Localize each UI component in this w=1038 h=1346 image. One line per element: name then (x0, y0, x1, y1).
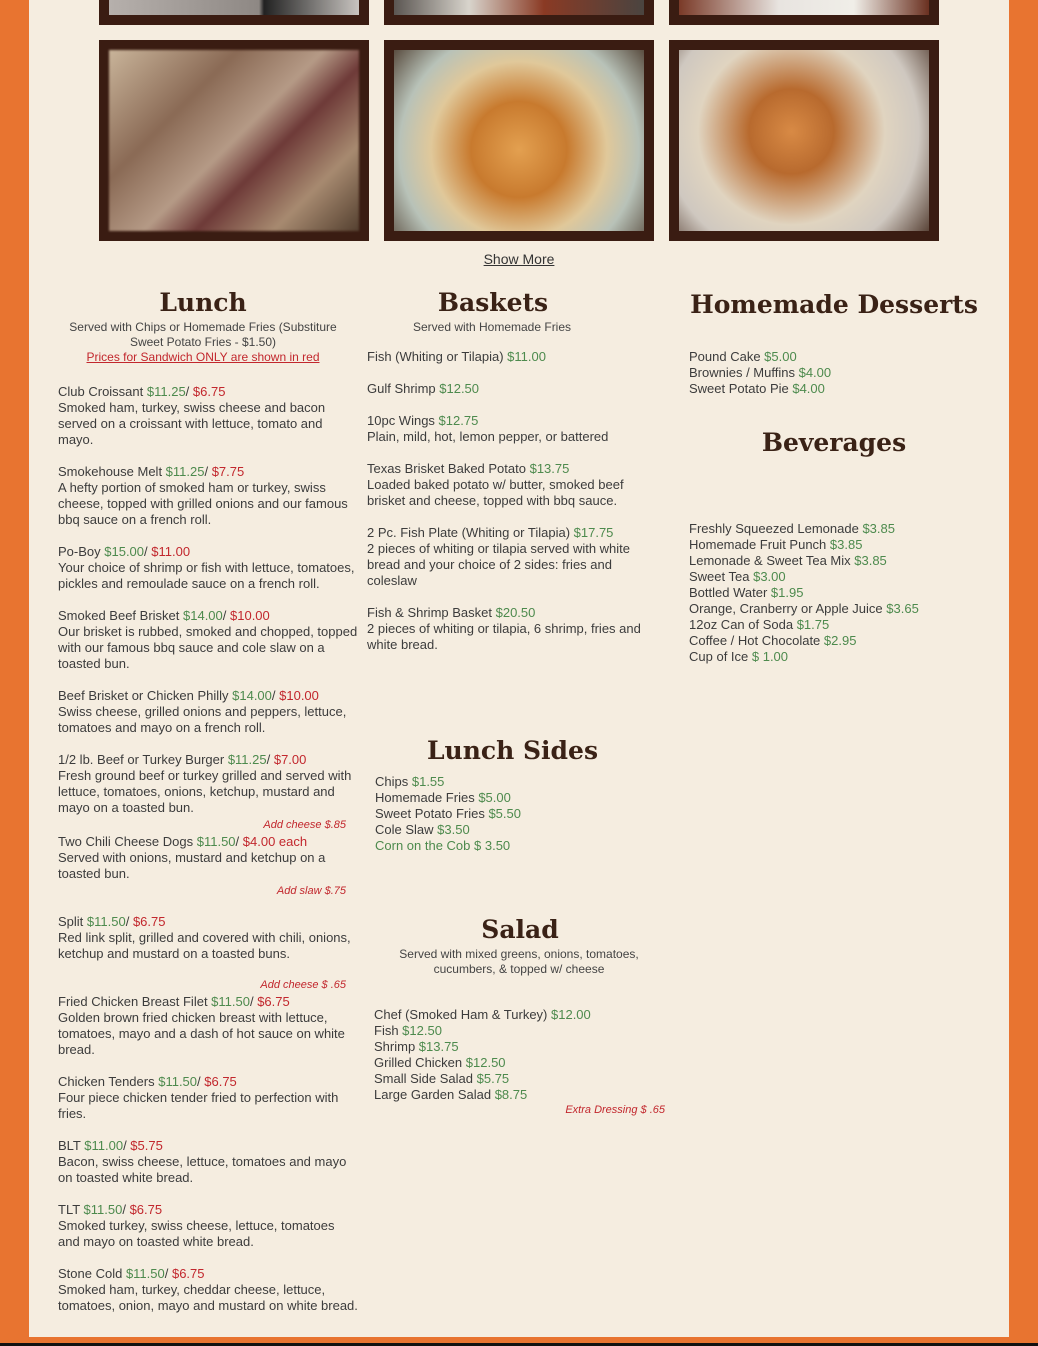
salad-item (374, 1071, 665, 1087)
sandwich-price: $7.00 (273, 752, 307, 767)
item-price: $1.95 (770, 585, 804, 600)
item-price: $11.50 (83, 1202, 123, 1217)
item-name: Chef (Smoked Ham & Turkey) (374, 1007, 551, 1022)
item-name: Homemade Fries (375, 790, 479, 805)
item-price: $3.00 (753, 569, 786, 584)
item-name: Sweet Tea (689, 569, 754, 584)
item-name: Gulf Shrimp (367, 381, 440, 396)
lunch-subtitle: Served with Chips or Homemade Fries (Substiture Sweet Potato Fries - $1.50) (69, 320, 337, 349)
beverage-item (689, 569, 979, 585)
sandwich-price: $6.75 (257, 994, 290, 1009)
item-description: Smoked ham, turkey, swiss cheese and bacon served on a croissant with lettuce, tomato and mayo. (58, 400, 326, 447)
item-price: $11.25 (146, 384, 186, 399)
item-name: Two Chili Cheese Dogs (58, 834, 197, 849)
lunch-item: Two Chili Cheese Dogs $11.50/ $4.00 each Served with onions, mustard and ketchup on a toasted bun. Add slaw $.75 (58, 834, 358, 898)
sandwich-price: $4.00 each (242, 834, 308, 849)
item-name: 1/2 lb. Beef or Turkey Burger (58, 752, 228, 767)
lunch-item: Chicken Tenders $11.50/ $6.75 Four piece chicken tender fried to perfection with fries. (58, 1074, 358, 1122)
item-price: $14.00 (183, 608, 223, 623)
item-name: Small Side Salad (374, 1071, 477, 1086)
item-description: Our brisket is rubbed, smoked and chopped, topped with our famous bbq sauce and cole slaw on a toasted bun. (58, 624, 358, 671)
item-name: Sweet Potato Fries (375, 806, 489, 821)
item-description: Bacon, swiss cheese, lettuce, tomatoes and mayo on toasted white bread. (58, 1154, 347, 1185)
fish-fries-photo (394, 50, 644, 231)
beverages-list (689, 521, 979, 665)
gallery-photo-top-1[interactable] (99, 0, 369, 25)
item-price: $11.50 (86, 914, 126, 929)
lunch-item: Stone Cold $11.50/ $6.75 Smoked ham, turkey, cheddar cheese, lettuce, tomatoes, onion, mayo and mustard on white bread. (58, 1266, 358, 1313)
item-name: Grilled Chicken (374, 1055, 466, 1070)
lunch-sides-title: Lunch Sides (426, 736, 599, 765)
item-price: $8.75 (494, 1087, 528, 1102)
item-price: $11.50 (211, 994, 250, 1009)
item-price: $1.55 (411, 774, 445, 789)
baskets-title: Baskets (437, 288, 549, 317)
gallery-photo-club-sandwich[interactable] (99, 40, 369, 241)
item-description: 2 pieces of whiting or tilapia served with white bread and your choice of 2 sides: fries and coleslaw (367, 541, 631, 588)
item-price: $1.75 (796, 617, 830, 632)
item-description: 2 pieces of whiting or tilapia, 6 shrimp, fries and white bread. (367, 621, 641, 652)
lunch-sides-list (375, 774, 655, 854)
salad-title: Salad (481, 915, 559, 944)
beverage-item (689, 521, 979, 537)
item-description: Loaded baked potato w/ butter, smoked beef brisket and cheese, topped with bbq sauce. (367, 477, 624, 508)
item-price: $12.00 (551, 1007, 591, 1022)
side-item (375, 838, 655, 854)
lunch-items-list (58, 384, 358, 1330)
show-more-link[interactable]: Show More (483, 251, 555, 267)
salad-item (374, 1039, 665, 1055)
gallery-photo-burger-fries[interactable] (669, 40, 939, 241)
item-name: Freshly Squeezed Lemonade (689, 521, 863, 536)
sandwich-price: $6.75 (192, 384, 226, 399)
item-price: $11.00 (507, 349, 546, 364)
beverage-item (689, 601, 979, 617)
item-price: $15.00 (104, 544, 145, 559)
food-photo (109, 0, 359, 15)
desserts-list (689, 349, 979, 397)
lunch-item: Beef Brisket or Chicken Philly $14.00/ $10.00 Swiss cheese, grilled onions and peppers, lettuce, tomatoes and mayo on a french roll. (58, 688, 358, 736)
item-addon-note: Add slaw $.75 (276, 885, 346, 897)
basket-item (367, 461, 659, 509)
item-price: $12.50 (439, 381, 480, 396)
item-name: Cup of Ice (689, 649, 752, 664)
sandwich-price: $6.75 (132, 914, 166, 929)
food-photo (679, 0, 929, 15)
gallery-photo-top-3[interactable] (669, 0, 939, 25)
item-addon-note: Add cheese $.85 (263, 819, 346, 831)
salad-subtitle: Served with mixed greens, onions, tomatoes, cucumbers, & topped w/ cheese (399, 947, 639, 976)
item-price: $20.50 (495, 605, 536, 620)
item-name: Split (58, 914, 87, 929)
item-addon-note: Add cheese $ .65 (260, 979, 346, 991)
baskets-subtitle: Served with Homemade Fries (412, 320, 572, 334)
basket-item (367, 413, 659, 445)
salad-item (374, 1023, 665, 1039)
item-name: Sweet Potato Pie (689, 381, 793, 396)
sandwich-price: $6.75 (204, 1074, 237, 1089)
item-price: $3.85 (854, 553, 887, 568)
basket-item (367, 525, 659, 589)
sandwich-prices-note-link[interactable]: Prices for Sandwich ONLY are shown in red (86, 350, 320, 364)
item-price: $12.50 (402, 1023, 442, 1038)
item-description: Served with onions, mustard and ketchup on a toasted bun. (58, 850, 326, 881)
basket-item (367, 605, 659, 653)
salad-item (374, 1055, 665, 1071)
desserts-title: Homemade Desserts (690, 290, 978, 319)
item-description: A hefty portion of smoked ham or turkey, swiss cheese, topped with grilled onions and our famous bbq sauce on a french roll. (58, 480, 348, 527)
sandwich-price: $7.75 (211, 464, 245, 479)
food-photo (394, 0, 644, 15)
item-name: Large Garden Salad (374, 1087, 495, 1102)
item-description: Your choice of shrimp or fish with lettuce, tomatoes, pickles and remoulade sauce on a french roll. (58, 560, 355, 591)
item-price: $5.75 (476, 1071, 510, 1086)
item-name: TLT (58, 1202, 84, 1217)
side-item (375, 774, 655, 790)
item-description: Swiss cheese, grilled onions and peppers, lettuce, tomatoes and mayo on a french roll. (58, 704, 347, 735)
item-name: Coffee / Hot Chocolate (689, 633, 824, 648)
item-name: Fish (374, 1023, 403, 1038)
beverage-item (689, 649, 979, 665)
sandwich-price: $6.75 (129, 1202, 163, 1217)
side-item (375, 806, 655, 822)
basket-item (367, 349, 659, 365)
item-price: $11.25 (227, 752, 267, 767)
lunch-item: Smokehouse Melt $11.25/ $7.75 A hefty portion of smoked ham or turkey, swiss cheese, topped with grilled onions and our famous bbq sauce on a french roll. (58, 464, 358, 528)
dessert-item (689, 381, 979, 397)
lunch-item: Split $11.50/ $6.75 Red link split, grilled and covered with chili, onions, ketchup and mustard on a toasted buns. Add cheese $ .65 (58, 914, 358, 992)
item-price: $12.75 (438, 413, 479, 428)
item-name: Chips (375, 774, 412, 789)
item-name: Shrimp (374, 1039, 419, 1054)
item-description: Smoked ham, turkey, cheddar cheese, lettuce, tomatoes, onion, mayo and mustard on white bread. (58, 1282, 358, 1313)
item-price: $3.85 (862, 521, 895, 536)
beverages-title: Beverages (761, 428, 907, 457)
item-name: Texas Brisket Baked Potato (367, 461, 530, 476)
item-price: $5.00 (478, 790, 511, 805)
item-name: Lemonade & Sweet Tea Mix (689, 553, 855, 568)
salad-item (374, 1087, 665, 1103)
salad-items-list (374, 1007, 665, 1103)
baskets-items-list (367, 349, 659, 669)
item-price: $5.50 (488, 806, 521, 821)
item-name: Bottled Water (689, 585, 771, 600)
lunch-item: Club Croissant $11.25/ $6.75 Smoked ham, turkey, swiss cheese and bacon served on a croissant with lettuce, tomato and mayo. (58, 384, 358, 448)
item-price: $11.50 (196, 834, 236, 849)
item-description: Fresh ground beef or turkey grilled and served with lettuce, tomatoes, onions, ketchup, mustard and mayo on a toasted bun. (58, 768, 352, 815)
item-price: $3.85 (829, 537, 863, 552)
gallery-photo-top-2[interactable] (384, 0, 654, 25)
item-description: Plain, mild, hot, lemon pepper, or battered (367, 429, 609, 444)
item-name: Club Croissant (58, 384, 147, 399)
item-name: Fish & Shrimp Basket (367, 605, 496, 620)
lunch-item: 1/2 lb. Beef or Turkey Burger $11.25/ $7.00 Fresh ground beef or turkey grilled and served with lettuce, tomatoes, onions, ketchup, mustard and mayo on a toasted bun. Add cheese $.85 (58, 752, 358, 832)
dessert-item (689, 365, 979, 381)
item-name: Smokehouse Melt (58, 464, 166, 479)
lunch-item: BLT $11.00/ $5.75 Bacon, swiss cheese, lettuce, tomatoes and mayo on toasted white bread. (58, 1138, 358, 1186)
gallery-photo-fish-fries[interactable] (384, 40, 654, 241)
item-name: Homemade Fruit Punch (689, 537, 830, 552)
item-price: $2.95 (823, 633, 857, 648)
item-price: $11.00 (84, 1138, 124, 1153)
item-description: Four piece chicken tender fried to perfection with fries. (58, 1090, 339, 1121)
item-price: $11.25 (165, 464, 205, 479)
item-price: $17.75 (573, 525, 614, 540)
item-name: 2 Pc. Fish Plate (Whiting or Tilapia) (367, 525, 574, 540)
item-price: $5.00 (764, 349, 797, 364)
item-name: Fish (Whiting or Tilapia) (367, 349, 508, 364)
lunch-item: Smoked Beef Brisket $14.00/ $10.00 Our brisket is rubbed, smoked and chopped, topped with our famous bbq sauce and cole slaw on a toasted bun. (58, 608, 358, 671)
item-description: Red link split, grilled and covered with chili, onions, ketchup and mustard on a toasted buns. (58, 930, 351, 961)
sandwich-price: $5.75 (130, 1138, 163, 1153)
item-price: $12.50 (465, 1055, 506, 1070)
item-description: Golden brown fried chicken breast with lettuce, tomatoes, mayo and a dash of hot sauce on white bread. (58, 1010, 345, 1057)
item-price: $3.50 (437, 822, 470, 837)
item-price: $13.75 (418, 1039, 459, 1054)
item-price: $4.00 (792, 381, 825, 396)
item-name: 12oz Can of Soda (689, 617, 797, 632)
sandwich-price: $10.00 (279, 688, 319, 703)
item-name: BLT (58, 1138, 85, 1153)
sandwich-price: $6.75 (171, 1266, 205, 1281)
item-name: Fried Chicken Breast Filet (58, 994, 212, 1009)
basket-item (367, 381, 659, 397)
beverage-item (689, 585, 979, 601)
item-name: Stone Cold (58, 1266, 126, 1281)
lunch-title: Lunch (159, 288, 247, 317)
item-price: $11.50 (125, 1266, 165, 1281)
item-name: Chicken Tenders (58, 1074, 159, 1089)
beverage-item (689, 617, 979, 633)
item-price: $4.00 (798, 365, 832, 380)
item-name: Brownies / Muffins (689, 365, 799, 380)
lunch-item: TLT $11.50/ $6.75 Smoked turkey, swiss cheese, lettuce, tomatoes and mayo on toasted white bread. (58, 1202, 358, 1250)
item-price: $13.75 (529, 461, 570, 476)
item-price: $11.50 (158, 1074, 198, 1089)
item-name: Orange, Cranberry or Apple Juice (689, 601, 887, 616)
salad-item (374, 1007, 665, 1023)
item-name: Smoked Beef Brisket (58, 608, 183, 623)
item-description: Smoked turkey, swiss cheese, lettuce, tomatoes and mayo on toasted white bread. (58, 1218, 335, 1249)
lunch-item: Po-Boy $15.00/ $11.00 Your choice of shrimp or fish with lettuce, tomatoes, pickles and remoulade sauce on a french roll. (58, 544, 358, 592)
item-price: $14.00 (232, 688, 272, 703)
item-name: Beef Brisket or Chicken Philly (58, 688, 233, 703)
extra-dressing-note: Extra Dressing $ .65 (565, 1104, 665, 1116)
beverage-item (689, 553, 979, 569)
sandwich-price: $11.00 (151, 544, 191, 559)
item-price: $3.65 (886, 601, 919, 616)
item-name: Cole Slaw (375, 822, 438, 837)
sandwich-price: $10.00 (230, 608, 270, 623)
beverage-item (689, 537, 979, 553)
item-name: Po-Boy (58, 544, 105, 559)
item-name: Pound Cake (689, 349, 765, 364)
burger-fries-photo (679, 50, 929, 231)
side-item (375, 790, 655, 806)
beverage-item (689, 633, 979, 649)
side-item (375, 822, 655, 838)
club-sandwich-photo (109, 50, 359, 231)
item-name: 10pc Wings (367, 413, 439, 428)
item-price: Corn on the Cob $ 3.50 (375, 838, 511, 853)
item-price: $ 1.00 (751, 649, 789, 664)
dessert-item (689, 349, 979, 365)
lunch-item: Fried Chicken Breast Filet $11.50/ $6.75 Golden brown fried chicken breast with lettuce, tomatoes, mayo and a dash of hot sauce on white bread. (58, 994, 358, 1058)
